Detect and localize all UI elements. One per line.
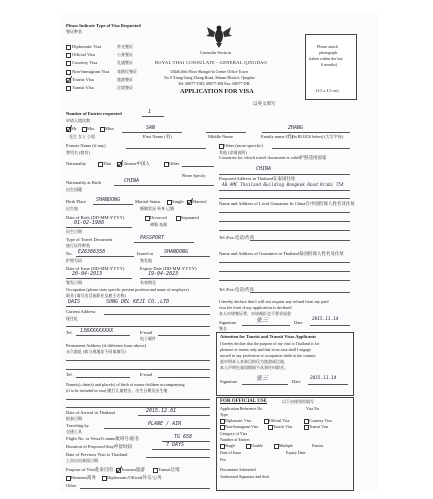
option-transit: Transit Visa	[72, 85, 94, 90]
occupation-label: Occupation (please state specific present position and name of employer)	[66, 287, 189, 292]
doc-type-cn: 旅行证件种类	[66, 243, 90, 248]
option-official-cn: 公务签证	[117, 52, 133, 57]
doc-type-value[interactable]: PASSPORT	[140, 235, 165, 241]
permanent-address-label: Permanent Address (if different from above)	[66, 343, 147, 348]
checkbox-diplomatic[interactable]	[66, 45, 71, 50]
tourist-box-line-1: I hereby declare that the purpose of my visit to Thailand is for	[220, 341, 320, 346]
official-type-transit: Transit Visa	[309, 424, 329, 429]
photo-text-2: photograph	[319, 50, 338, 55]
visa-application-form	[60, 14, 378, 492]
signature-value[interactable]: 张三	[256, 317, 269, 324]
perm-email-label: E-mail	[140, 372, 153, 377]
official-title-cn: 以下由使领馆填写	[282, 399, 314, 404]
middle-name-label: Middle Name	[208, 134, 233, 139]
check-mark-icon	[65, 76, 72, 83]
birth-date-label: Date of Birth (DD-MM-YYYY)	[66, 215, 125, 220]
perm-tel-label: Tel.	[66, 372, 73, 377]
official-docs: Documents Submitted	[220, 467, 256, 472]
garuda-emblem-icon	[206, 24, 232, 48]
official-entry-double: Double	[251, 443, 263, 448]
official-date-issue: Date of Issue	[220, 450, 242, 455]
doc-no-label: No.	[66, 251, 73, 256]
official-type: Type	[220, 412, 228, 417]
tel-label: Tel.	[66, 330, 73, 335]
issued-at-cn: 签发地	[140, 258, 152, 263]
tourist-box-line-2: pleasure or transit only and that in no case shall I engage	[220, 347, 311, 352]
traveling-by-cn: 交通工具	[66, 429, 82, 434]
arrival-cn: 抵泰日期	[66, 416, 82, 421]
photo-text-1: Please attach	[317, 44, 338, 49]
expiry-date-cn: 有效期至	[140, 280, 156, 285]
birth-place-cn: 出生地	[66, 206, 78, 211]
flight-value[interactable]: TG 658	[174, 434, 193, 440]
official-type-tourist: Tourist Visa	[273, 424, 293, 429]
tourist-date-value[interactable]: 2015.11.14	[310, 376, 337, 381]
traveling-by-value[interactable]: PLANE / AIR	[148, 421, 182, 427]
official-type-official: Official Visa	[269, 418, 290, 423]
official-expiry: Expiry Date	[286, 450, 306, 455]
purpose-business: Business商务	[71, 475, 97, 480]
titles-cn: 先生 女士 小姐	[69, 134, 95, 139]
other-name-label: Other (more specific)	[224, 143, 263, 148]
checkbox-courtesy[interactable]	[66, 61, 71, 66]
option-tourist-cn: 旅游签证	[117, 77, 133, 82]
visa-type-heading: Please Indicate Type of Visa Requested	[66, 23, 141, 28]
signature-date-value[interactable]: 2015.11.14	[312, 317, 339, 322]
issue-date-value[interactable]: 20-04-2013	[72, 271, 103, 277]
traveling-by-label: Traveling by	[66, 423, 89, 428]
address-thailand-label: Proposed Address in Thailand在泰国住址	[219, 176, 296, 181]
purpose-diplomatic: Diplomatic/Official外交/公务	[107, 475, 162, 480]
official-entry-single: Single	[225, 443, 236, 448]
official-type-courtesy: Courtesy Visa	[309, 418, 332, 423]
option-diplomatic-cn: 外交签证	[117, 44, 133, 49]
birth-place-label: Birth Place	[66, 199, 87, 204]
former-name-label: Former Name (if any)	[66, 143, 106, 148]
photo-text-4: 6 months)	[321, 62, 338, 67]
issued-at-value[interactable]: SHANDONG	[164, 249, 189, 255]
tourist-sig-label: Signature	[220, 379, 238, 384]
nationality-other: Other	[169, 161, 180, 166]
countries-valid-label: Countries for which travel document is valid护照适用国家	[219, 155, 327, 160]
title-miss: Miss	[105, 126, 114, 131]
expiry-date-value[interactable]: 19-04-2023	[148, 271, 179, 277]
minors-label: Name(s), date(s) and place(s) of birth of minor children accompanying	[66, 382, 185, 387]
telfax-china-label: Tel./Fax.电话/传真	[219, 235, 255, 240]
family-name-label: Family name (姓)	[261, 134, 294, 139]
marital-separated: Separated	[181, 215, 199, 220]
option-diplomatic: Diplomatic Visa	[72, 44, 102, 49]
first-name-value[interactable]: SAN	[146, 125, 156, 131]
option-tourist: Tourist Visa	[72, 77, 94, 82]
official-app-ref: Application Reference No.	[220, 406, 263, 411]
divorced-cn: 离婚 丧偶	[150, 222, 167, 227]
birth-date-value[interactable]: 01-02-1988	[74, 220, 105, 226]
marital-status-label: Marital Status	[135, 199, 161, 204]
consulate-address-2: No.9 Xiang Gang Zhong Road, Shinan District, Qingdao	[164, 75, 256, 80]
official-entries: Number of Entries	[220, 437, 250, 442]
purpose-transit: Transit过境	[158, 467, 180, 472]
tel-value[interactable]: 138XXXXXXXX	[80, 328, 114, 334]
tourist-sig-value[interactable]: 张三	[256, 375, 269, 382]
issued-at-label: Issued at	[137, 251, 153, 256]
nationality-chinese: Chinese中国人	[122, 161, 150, 166]
tourist-date-label: Date	[292, 379, 301, 384]
official-fee: Fee	[220, 457, 226, 462]
email-label: E-mail	[140, 330, 153, 335]
marital-cn: 婚姻状况 单身 已婚	[140, 206, 174, 211]
entries-label-cn: 申请入境次数	[66, 118, 90, 123]
consulate-tel: Tel: 68077-TSD; 68077-DH Fax: 68077-DH	[178, 81, 250, 86]
birth-place-value[interactable]: SHANDONG	[96, 197, 121, 203]
email-cn: 电子邮件	[140, 336, 156, 341]
marital-single: Single	[172, 199, 184, 204]
nationality-thai: Thai	[103, 161, 112, 166]
nationality-birth-value[interactable]: CHINA	[124, 178, 140, 184]
first-name-label: First Name (名)	[143, 134, 172, 139]
tourist-box-line-3: myself in any profession or occupation while in the country.	[220, 353, 317, 358]
previous-visit-label: Date of Previous Visit to Thailand	[66, 452, 128, 457]
checkbox-transit[interactable]	[66, 86, 71, 91]
consulate-address-1: 15th&16th Floor Shangri-la Centre Office Tower	[170, 69, 249, 74]
option-courtesy-cn: 礼遇签证	[117, 60, 133, 65]
address-thailand-value[interactable]: AB AMC Thailand Building Bangkok Road Krabi 754	[222, 183, 344, 188]
occupation-prefix[interactable]: DAIS	[68, 299, 81, 305]
tourist-box-line-4: 兹申明本人来泰目的仅为旅游或过境，	[220, 359, 288, 364]
official-entry-multiple: Multiple	[279, 443, 293, 448]
official-category: Category of Visa	[220, 431, 248, 436]
official-authorized: Authorized Signature and Seal	[220, 474, 269, 479]
nationality-birth-label: Nationality at Birth	[66, 180, 101, 185]
countries-valid-value[interactable]: CHINA	[256, 166, 272, 172]
duration-label: Duration of Proposed Stay停留时间	[66, 444, 132, 449]
flight-label: Flight No. or Vessel's name航班号/船名	[66, 436, 140, 441]
official-type-diplomatic: Diplomatic Visa	[225, 418, 252, 423]
official-type-non-immigrant: Non-Immigrant Visa	[225, 424, 259, 429]
doc-no-cn: 护照号码	[66, 258, 82, 263]
block-letters-note: (In BLOCK letters) (大写字母)	[292, 134, 343, 139]
arrival-label: Date of Arrival in Thailand	[66, 410, 115, 415]
other-name-cn: 其他 (详细说明)	[219, 150, 247, 155]
signature-label: Signature	[219, 320, 237, 325]
declaration-text-1: I hereby declare that I will not request any refund from my paid	[219, 299, 329, 304]
declaration-text-2: visa fee even if my application is declined.	[219, 305, 293, 310]
consulate-name: ROYAL THAI CONSULATE - GENERAL QINGDAO	[155, 60, 268, 65]
checkbox-official[interactable]	[66, 53, 71, 58]
previous-visit-cn: 上次访问泰国日期	[66, 458, 98, 463]
doc-no-value[interactable]: E26386358	[78, 249, 106, 255]
issue-date-label: Date of Issue (DD-MM-YYYY)	[66, 266, 125, 271]
purpose-label: Purpose of Visit赴泰目的	[66, 467, 113, 472]
checkbox-non-immigrant[interactable]	[66, 70, 71, 75]
official-visa-no: Visa No.	[306, 406, 320, 411]
title-mr: Mr.	[71, 126, 78, 131]
birth-date-cn: 出生日期	[66, 229, 82, 234]
option-non-immigrant: Non-Immigrant Visa	[72, 69, 110, 74]
form-title-cn: 以英文填写	[253, 101, 276, 106]
marital-married: Married	[192, 199, 207, 204]
occupation-value[interactable]: SONG DEL KEJI CO.,LTD	[106, 299, 170, 305]
declaration-cn: 本人申请签证费，申请被拒也不要求退款	[219, 311, 291, 316]
official-entry-entries: Entries	[312, 443, 324, 448]
nationality-birth-cn: 出生国籍	[66, 187, 82, 192]
family-name-value[interactable]: ZHANG	[288, 125, 304, 131]
current-address-label: Current Address	[66, 309, 96, 314]
doc-type-label: Type of Travel Document	[66, 237, 113, 242]
issue-date-cn: 签发日期	[66, 280, 82, 285]
duration-value[interactable]: 7 DAYS	[166, 442, 185, 448]
nationality-label: Nationality	[66, 161, 87, 166]
option-courtesy: Courtesy Visa	[72, 60, 98, 65]
signature-date-label: Date	[294, 320, 303, 325]
former-name-cn: 曾用名 (如有)	[66, 150, 90, 155]
option-transit-cn: 过境签证	[117, 85, 133, 90]
photo-size: (3.5 x 4.5 cm)	[316, 88, 339, 93]
photo-text-3: (taken within the last	[309, 56, 343, 61]
please-specify: Please Specify	[182, 173, 206, 178]
telfax-thailand-label: Tel./Fax.电话/传真	[219, 287, 255, 292]
expiry-date-label: Expiry Date (DD-MM-YYYY)	[140, 266, 197, 271]
tourist-box-line-5: 本人声明在泰国期间不从事任何职业。	[220, 365, 288, 370]
guarantor-thailand-label: Name and Address of Guarantor in Thailand泰国担保人姓名及住址	[219, 251, 344, 256]
purpose-tourism: Tourism旅游	[121, 467, 145, 472]
visa-type-heading-cn: 签证种类	[66, 29, 82, 34]
minors-label-2: (if to be included in visa) 随行儿童姓名，出生日期及出生地	[66, 388, 168, 393]
official-title: FOR OFFICIAL USE	[220, 399, 267, 404]
permanent-address-cn: 永久地址 (如与现地址不同请填写)	[66, 349, 126, 354]
option-official: Official Visa	[72, 52, 95, 57]
title-mrs: Mrs.	[87, 126, 96, 131]
arrival-value[interactable]: 2015.12.01	[146, 408, 177, 414]
marital-divorced: Divorced	[150, 215, 167, 220]
current-address-cn: 现住址	[66, 316, 78, 321]
entries-label: Number of Entries requested	[66, 111, 122, 116]
guarantor-china-label: Name and Address of Local Guarantor In China在中国担保人姓名及住址	[219, 201, 355, 206]
signature-cn: 签名	[219, 326, 227, 331]
purpose-other: Other	[66, 483, 77, 488]
occupation-cn: 职业 (请写出目前职业及雇主名称)	[66, 293, 126, 298]
tourist-box-title: Attention for Tourist and Transit Visas Applicants	[220, 334, 317, 339]
option-non-immigrant-cn: 非移民签证	[117, 69, 137, 74]
entries-value[interactable]: 1	[148, 109, 152, 115]
form-title: APPLICATION FOR VISA	[180, 88, 254, 95]
consular-section: Consular Section	[200, 50, 231, 55]
